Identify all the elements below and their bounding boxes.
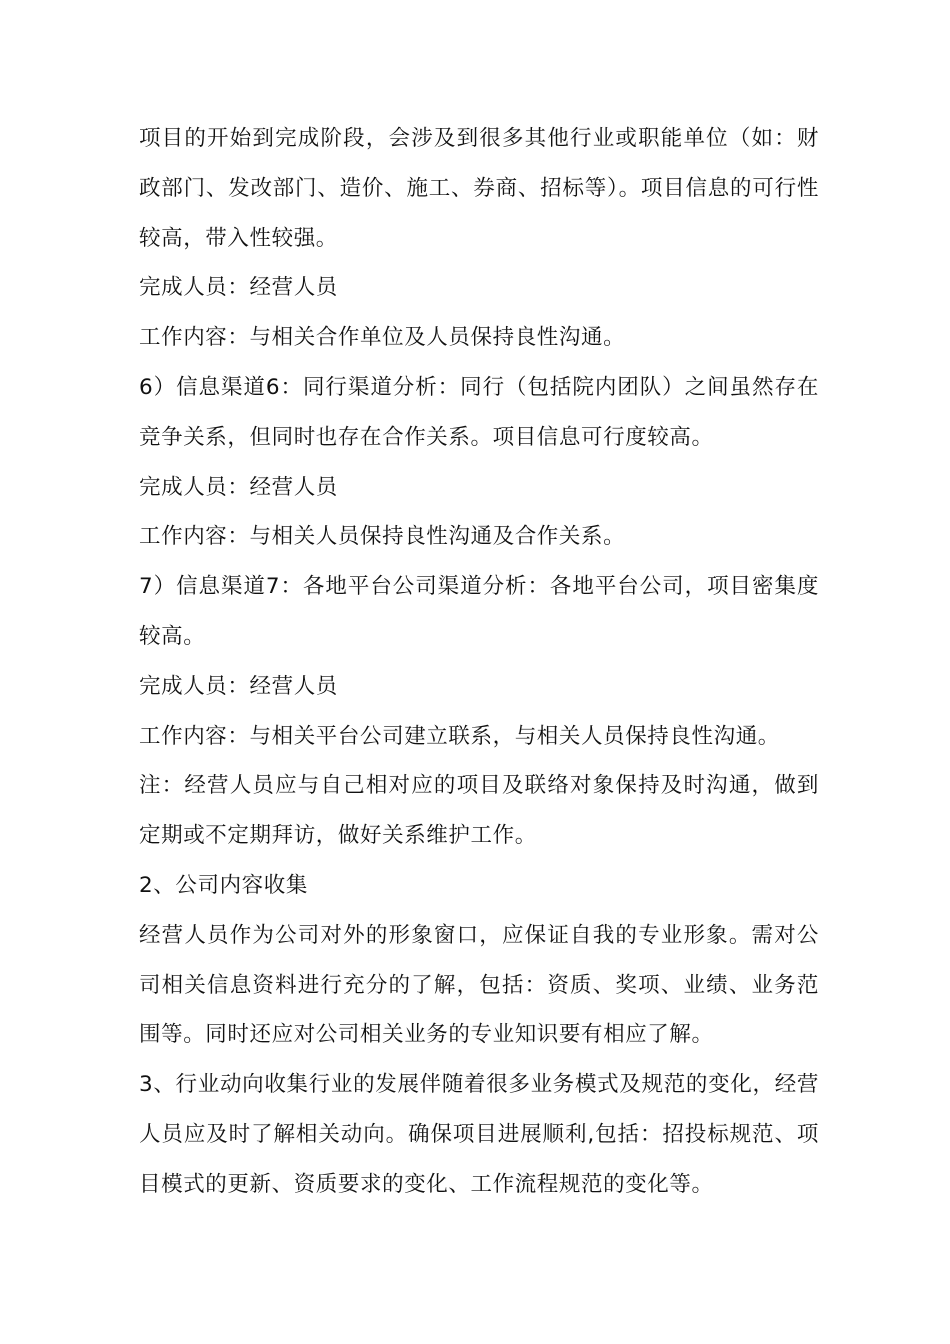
- paragraph-work-content-1: 工作内容：与相关合作单位及人员保持良性沟通。: [139, 325, 626, 351]
- paragraph-section-2-heading: 2、公司内容收集: [139, 872, 308, 898]
- paragraph-section-3-industry: 3、行业动向收集行业的发展伴随着很多业务模式及规范的变化，经营人员应及时了解相关动向。确保项目进展顺利,包括：招投标规范、项目模式的更新、资质要求的变化、工作流程规范的变化等。: [139, 1072, 819, 1197]
- paragraph-channel-7: 7）信息渠道7：各地平台公司渠道分析：各地平台公司，项目密集度较高。: [139, 574, 819, 649]
- paragraph-responsible-3: 完成人员：经营人员: [139, 673, 338, 699]
- paragraph-responsible-2: 完成人员：经营人员: [139, 474, 338, 500]
- paragraph-work-content-2: 工作内容：与相关人员保持良性沟通及合作关系。: [139, 524, 626, 550]
- paragraph-responsible-1: 完成人员：经营人员: [139, 275, 338, 301]
- paragraph-note: 注：经营人员应与自己相对应的项目及联络对象保持及时沟通，做到定期或不定期拜访，做好关系维护工作。: [139, 773, 819, 849]
- document-page: [139, 114, 819, 1210]
- paragraph-company-info: 经营人员作为公司对外的形象窗口，应保证自我的专业形象。需对公司相关信息资料进行充分的了解，包括：资质、奖项、业绩、业务范围等。同时还应对公司相关业务的专业知识要有相应了解。: [139, 922, 819, 1048]
- paragraph-work-content-3: 工作内容：与相关平台公司建立联系，与相关人员保持良性沟通。: [139, 723, 780, 749]
- paragraph-channel-6: 6）信息渠道6：同行渠道分析：同行（包括院内团队）之间虽然存在竞争关系，但同时也存在合作关系。项目信息可行度较高。: [139, 374, 819, 450]
- paragraph-project-stakeholders: 项目的开始到完成阶段，会涉及到很多其他行业或职能单位（如：财政部门、发改部门、造价、施工、券商、招标等）。项目信息的可行性较高，带入性较强。: [139, 126, 819, 251]
